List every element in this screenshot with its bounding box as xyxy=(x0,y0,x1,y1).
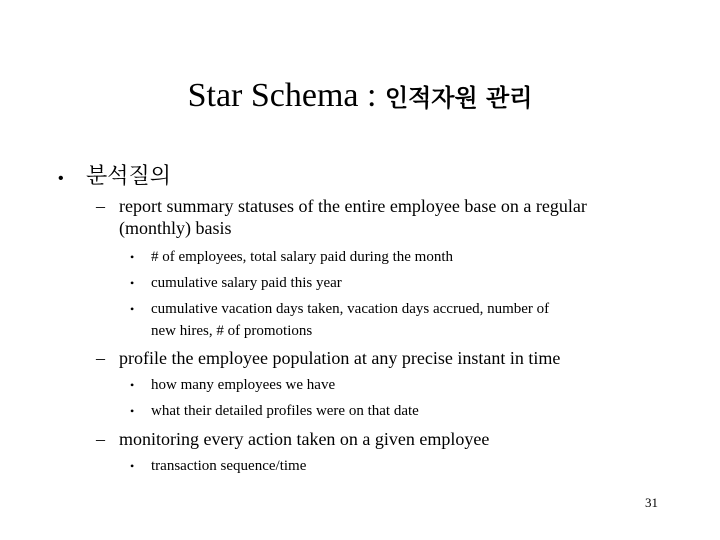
detail-line: cumulative salary paid this year xyxy=(151,275,342,291)
detail-item xyxy=(130,455,306,477)
bullet-text: 분석질의 xyxy=(86,164,172,189)
dot-marker: • xyxy=(130,459,135,473)
dot-marker: • xyxy=(130,378,135,392)
dot-marker: • xyxy=(130,276,135,290)
detail-line: # of employees, total salary paid during the month xyxy=(151,249,454,265)
detail-line: what their detailed profiles were on that date xyxy=(151,403,419,419)
sub-bullet-profile-population xyxy=(96,347,560,369)
dot-marker: • xyxy=(130,302,135,316)
bullet-analysis-queries xyxy=(58,162,171,193)
sub-bullet-report-summary xyxy=(96,195,587,239)
detail-item xyxy=(130,246,453,268)
dash-marker: – xyxy=(96,348,105,368)
sub-bullet-line: monitoring every action taken on a given employee xyxy=(119,429,490,449)
title-korean: 인적자원 관리 xyxy=(384,84,533,112)
dot-marker: • xyxy=(130,404,135,418)
detail-line: new hires, # of promotions xyxy=(151,323,313,339)
detail-item xyxy=(130,400,419,422)
sub-bullet-line: (monthly) basis xyxy=(119,218,232,238)
dash-marker: – xyxy=(96,196,105,216)
sub-bullet-line: report summary statuses of the entire employee base on a regular xyxy=(119,196,587,216)
detail-item xyxy=(130,272,342,294)
sub-bullet-line: profile the employee population at any precise instant in time xyxy=(119,348,561,368)
detail-line: how many employees we have xyxy=(151,377,336,393)
sub-bullet-monitoring xyxy=(96,428,489,450)
slide-title xyxy=(0,74,720,120)
bullet-marker: • xyxy=(58,168,64,187)
dot-marker: • xyxy=(130,250,135,264)
detail-item xyxy=(130,298,549,342)
detail-line: cumulative vacation days taken, vacation days accrued, number of xyxy=(151,301,550,317)
page-number: 31 xyxy=(645,495,658,510)
detail-line: transaction sequence/time xyxy=(151,458,307,474)
title-main: Star Schema : xyxy=(187,77,385,114)
detail-item xyxy=(130,374,335,396)
dash-marker: – xyxy=(96,429,105,449)
